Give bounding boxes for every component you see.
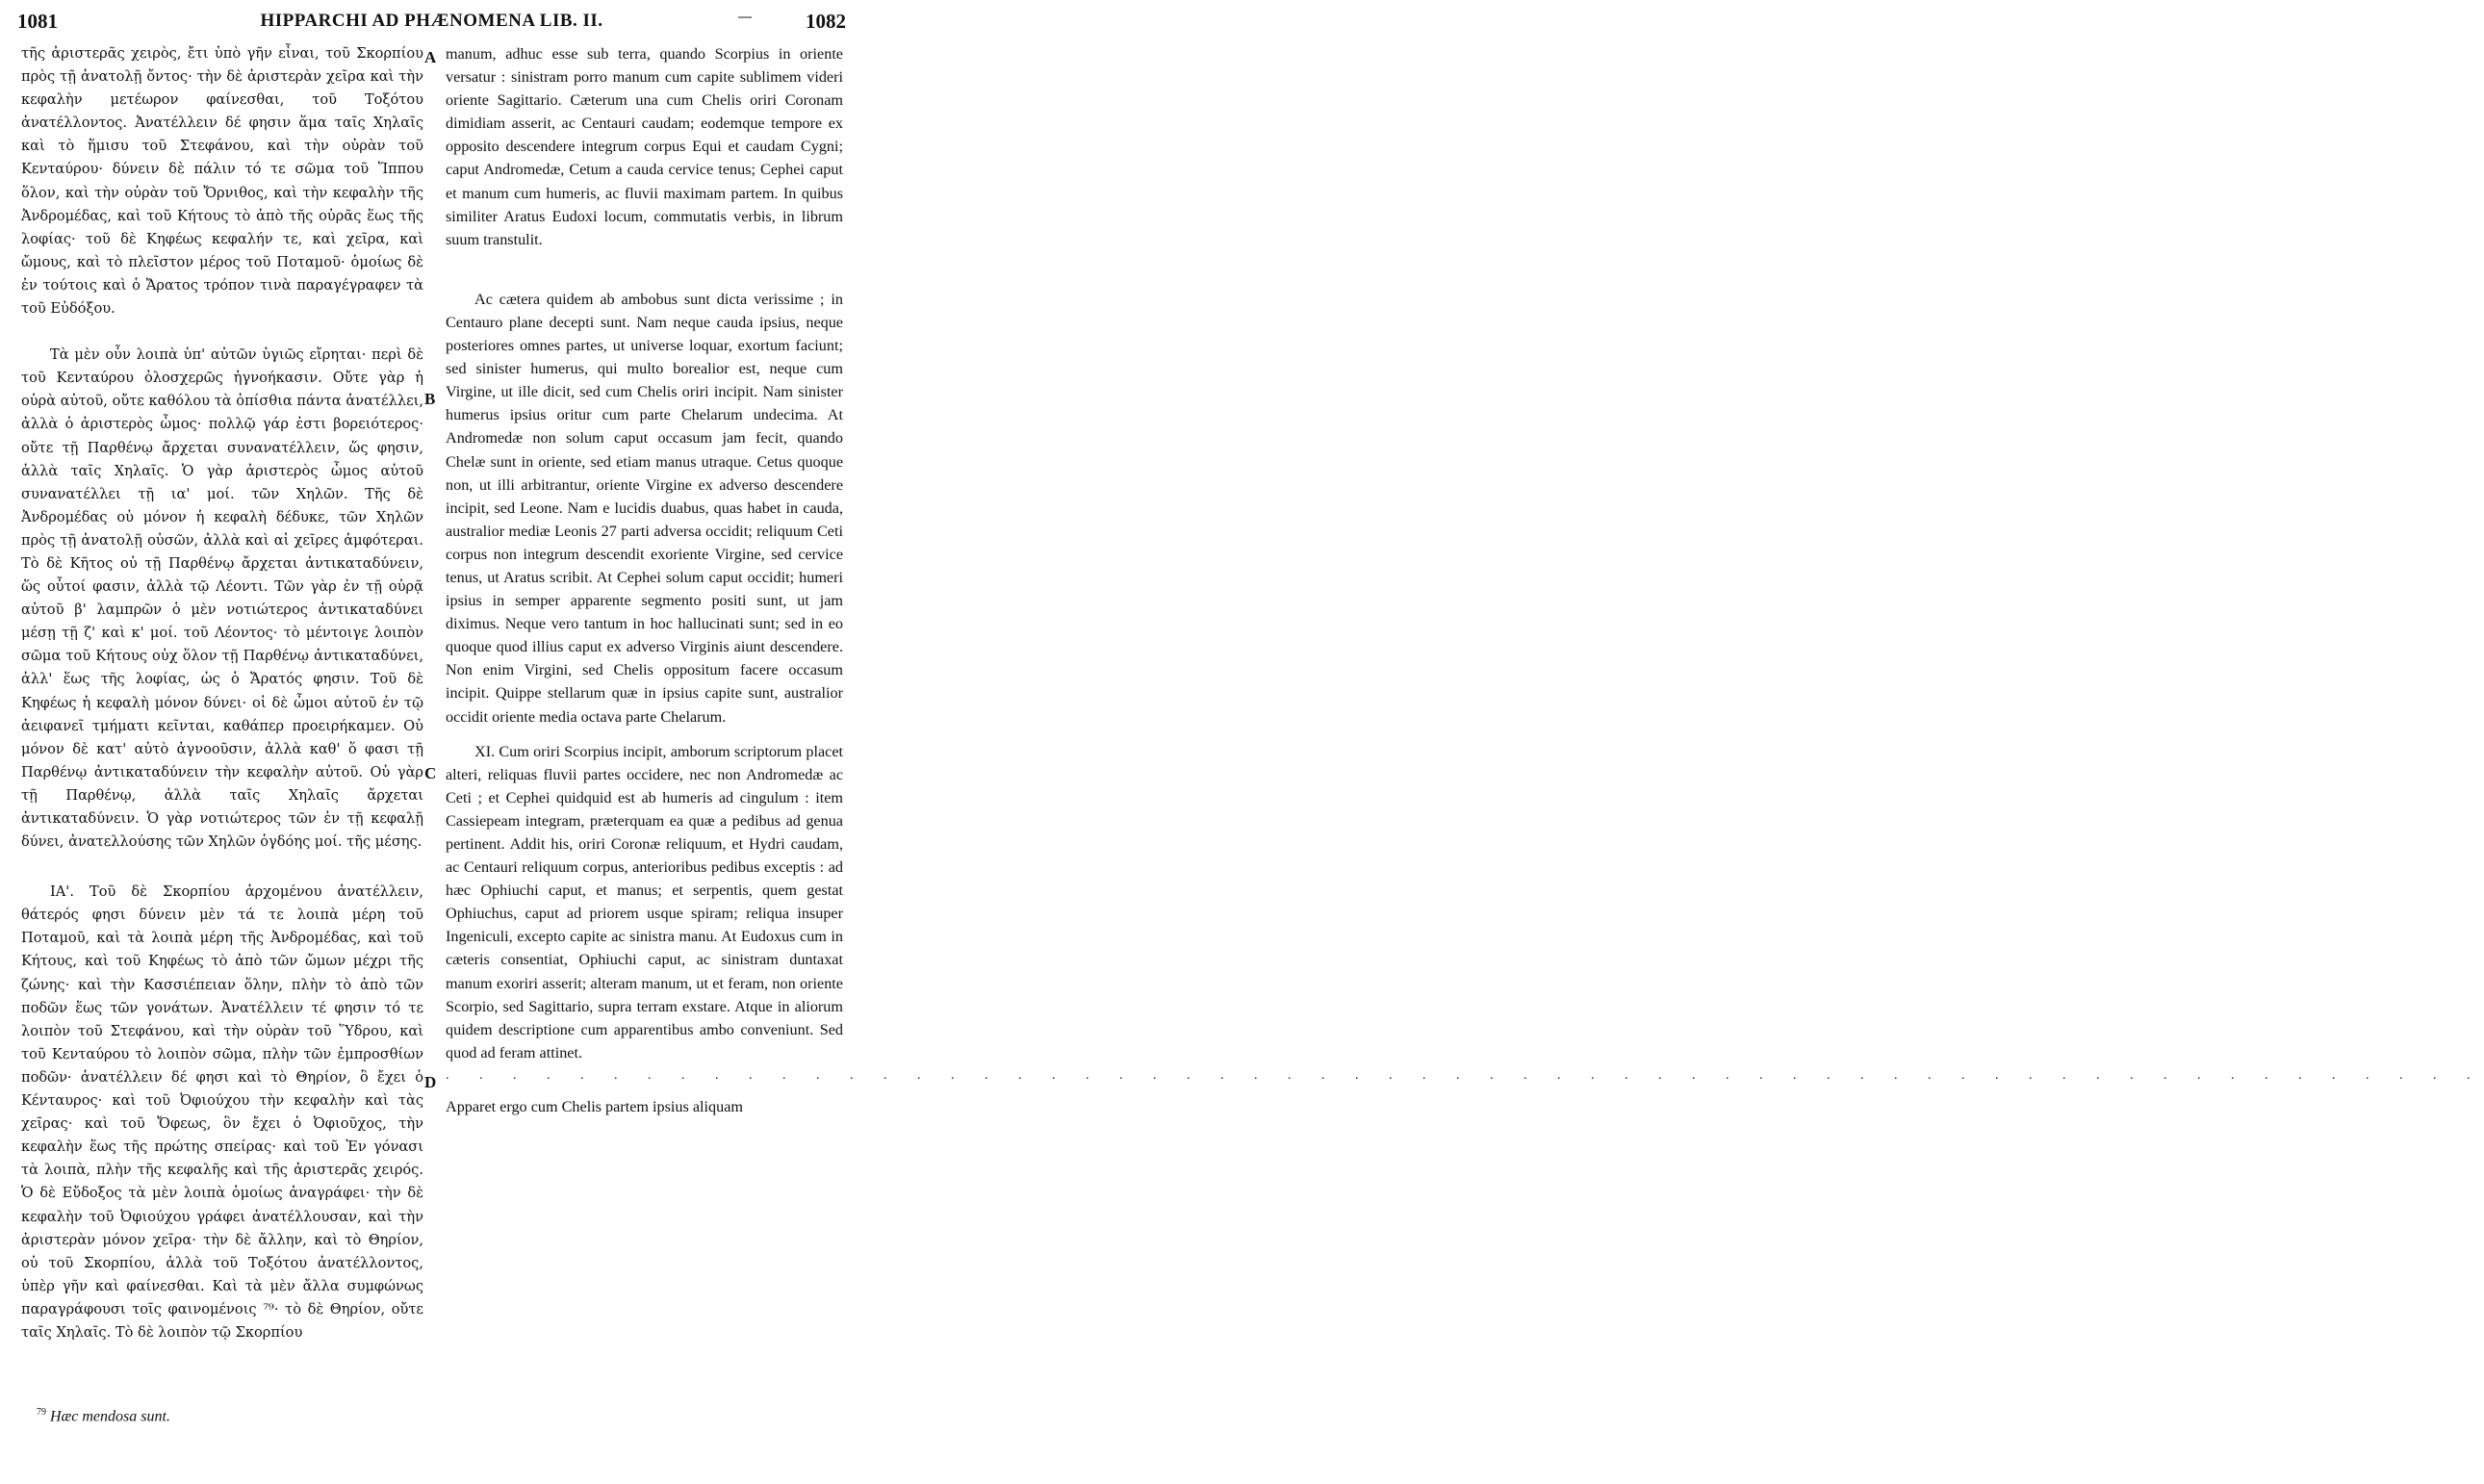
margin-letter-a: A bbox=[424, 48, 437, 66]
footnote bbox=[37, 1407, 170, 1425]
greek-paragraph-3: ΙΑ'. Τοῦ δὲ Σκορπίου ἀρχομένου ἀνατέλλειν, θάτερός φησι δύνειν μὲν τά τε λοιπὰ μέρη τοῦ Ποταμοῦ, καὶ τὰ λοιπὰ μέρη τῆς Ἀνδρομέδας, καὶ τοῦ Κήτους, καὶ τοῦ Κηφέως τὸ ἀπὸ τῶν ὤμων μέχρι τῆς ζώνης· καὶ τὴν Κασσιέπειαν ὅλην, πλὴν τὸ ἀπὸ τῶν ποδῶν ἕως τῶν γονάτων. Ἀνατέλλειν τέ φησιν τό τε λοιπὸν τοῦ Στεφάνου, καὶ τὴν οὐρὰν τοῦ Ὕδρου, καὶ τοῦ Κενταύρου τὸ λοιπὸν σῶμα, πλὴν τῶν ἐμπροσθίων ποδῶν· ἀνατέλλειν δέ φησι καὶ τὸ Θηρίον, ὃ ἔχει ὁ Κένταυρος· καὶ τοῦ Ὀφιούχου τὴν κεφαλὴν καὶ τὰς χεῖρας· καὶ τοῦ Ὄφεως, ὃν ἔχει ὁ Ὀφιοῦχος, τὴν κεφαλὴν ἕως τῆς πρώτης σπείρας· καὶ τοῦ Ἐν γόνασι τὰ λοιπὰ, πλὴν τῆς κεφαλῆς καὶ τῆς ἀριστερᾶς χειρός. Ὁ δὲ Εὔδοξος τὰ μὲν λοιπὰ ὁμοίως ἀναγράφει· τὴν δὲ κεφαλὴν τοῦ Ὀφιούχου γράφει ἀνατέλλουσαν, καὶ τὴν ἀριστερὰν μόνον χεῖρα· τὴν δὲ ἄλλην, καὶ τὸ Θηρίον, οὐ τοῦ Σκορπίου, ἀλλὰ τοῦ Τοξότου ἀνατέλλοντος, ὑπὲρ γῆν καὶ φαίνεσθαι. Καὶ τὰ μὲν ἄλλα συμφώνως παραγράφουσι τοῖς φαινομένοις ⁷⁹· τὸ δὲ Θηρίον, οὔτε ταῖς Χηλαῖς. Τὸ δὲ λοιπὸν τῷ Σκορπίου bbox=[21, 883, 423, 1341]
header-dash: — bbox=[738, 10, 752, 24]
latin-paragraph-4: Apparet ergo cum Chelis partem ipsius aliquam bbox=[446, 1097, 743, 1115]
latin-paragraph-2: Ac cætera quidem ab ambobus sunt dicta verissime ; in Centauro plane decepti sunt. Nam neque cauda ipsius, neque posteriores omnes partes, ut universe loquar, exortum faciunt; sed sinister humerus, qui multo borealior est, neque cum Virgine, ut ille dicit, sed cum Chelis oriri incipit. Nam sinister humerus ipsius oritur cum parte Chelarum undecima. At Andromedæ non solum caput occasum jam fecit, quando Chelæ sunt in oriente, sed etiam manus utraque. Cetus quoque non, ut illi arbitrantur, oriente Virgine ex adverso descendere incipit, sed Leone. Nam e lucidis duabus, quas habet in cauda, australior mediæ Leonis 27 parti adversa occidit; reliquum Ceti corpus non integrum descendit exoriente Virgine, sed cervice tenus, ut Aratus scribit. At Cephei solum caput occidit; humeri ipsius in semper apparente segmento positi sunt, ut jam diximus. Neque vero tantum in hoc hallucinati sunt; sed in eo quoque quod illius caput ex adverso Virginis aiunt descendere. Non enim Virgini, sed Chelis oppositum facere occasum incipit. Quippe stellarum quæ in ipsius capite sunt, australior occidit oriente media octava parte Chelarum. bbox=[446, 290, 843, 726]
page-number-left: 1081 bbox=[17, 10, 58, 33]
footnote-mark: 79 bbox=[37, 1407, 46, 1418]
latin-paragraph-1: manum, adhuc esse sub terra, quando Scorpius in oriente versatur : sinistram porro manum cum capite sublimem videri oriente Sagittario. Cæterum una cum Chelis oriri Coronam dimidiam asserit, ac Centauri caudam; eodemque tempore ex opposito descendere integrum corpus Equi et caudam Cygni; caput Andromedæ, Cetum a cauda cervice tenus; Cephei caput et manum cum humeris, ac fluvii maximam partem. In quibus similiter Aratus Eudoxi locum, commutatis verbis, in librum suum transtulit. bbox=[446, 45, 843, 248]
margin-letter-d: D bbox=[424, 1073, 437, 1091]
running-title: HIPPARCHI AD PHÆNOMENA LIB. II. bbox=[260, 11, 603, 31]
page-number-right: 1082 bbox=[806, 10, 846, 33]
greek-paragraph-2: Τὰ μὲν οὖν λοιπὰ ὑπ' αὐτῶν ὑγιῶς εἴρηται· περὶ δὲ τοῦ Κενταύρου ὁλοσχερῶς ἠγνοήκασιν. Οὔτε γὰρ ἡ οὐρὰ αὐτοῦ, οὔτε καθόλου τὰ ὀπίσθια πάντα ἀνατέλλει, ἀλλὰ ὁ ἀριστερὸς ὦμος· πολλῷ γάρ ἐστι βορειότερος· οὔτε τῇ Παρθένῳ ἄρχεται συνανατέλλειν, ὥς φησιν, ἀλλὰ ταῖς Χηλαῖς. Ὁ γὰρ ἀριστερὸς ὦμος αὐτοῦ συνανατέλλει τῇ ια' μοί. τῶν Χηλῶν. Τῆς δὲ Ἀνδρομέδας οὐ μόνον ἡ κεφαλὴ δέδυκε, τῶν Χηλῶν πρὸς τῇ ἀνατολῇ οὐσῶν, ἀλλὰ καὶ αἱ χεῖρες ἀμφότεραι. Τὸ δὲ Κῆτος οὐ τῇ Παρθένῳ ἄρχεται ἀντικαταδύνειν, ὥς οὗτοί φασιν, ἀλλὰ τῷ Λέοντι. Τῶν γὰρ ἐν τῇ οὐρᾷ αὐτοῦ β' λαμπρῶν ὁ μὲν νοτιώτερος ἀντικαταδύνει μέσῃ τῇ ζ' καὶ κ' μοί. τοῦ Λέοντος· τὸ μέντοιγε λοιπὸν σῶμα τοῦ Κήτους οὐχ ὅλον τῇ Παρθένῳ ἀντικαταδύνει, ἀλλ' ἕως τῆς λοφίας, ὡς ὁ Ἄρατός φησιν. Τοῦ δὲ Κηφέως ἡ κεφαλὴ μόνον δύνει· οἱ δὲ ὦμοι αὐτοῦ ἐν τῷ ἀειφανεῖ τμήματι κεῖνται, καθάπερ προειρήκαμεν. Οὐ μόνον δὲ κατ' αὐτὸ ἀγνοοῦσιν, ἀλλὰ καθ' ὅ φασι τῇ Παρθένῳ ἀντικαταδύνειν τὴν κεφαλὴν αὐτοῦ. Οὐ γὰρ τῇ Παρθένῳ, ἀλλὰ ταῖς Χηλαῖς ἄρχεται ἀντικαταδύνειν. Ὁ γὰρ νοτιώτερος τῶν ἐν τῇ κεφαλῇ δύνει, ἀνατελλούσης τῶν Χηλῶν ὀγδόης μοί. τῆς μέσης. bbox=[21, 346, 423, 851]
margin-letter-c: C bbox=[424, 764, 437, 782]
running-header bbox=[17, 10, 846, 35]
ellipsis-dots: . . . . . . . . . . . . . . . . . . . . . . . . . . . . . . . . . . . . . . . . . . . . . . . . . . . . . . . . . . . . . bbox=[446, 1067, 2484, 1083]
latin-paragraph-3: XI. Cum oriri Scorpius incipit, amborum scriptorum placet alteri, reliquas fluvii partes occidere, nec non Andromedæ ac Ceti ; et Cephei quidquid est ab humeris ad cingulum : item Cassiepeam integram, præterquam ea quæ a pedibus ad genua pertinent. Addit his, oriri Coronæ reliquum, et Hydri caudam, ac Centauri reliquum corpus, anterioribus pedibus exceptis : ad hæc Ophiuchi caput, et manus; et serpentis, quem gestat Ophiuchus, caput ad priorem usque spiram; reliqua insuper Ingeniculi, excepto capite ac sinistra manu. At Eudoxus cum in cæteris consentiat, Ophiuchi caput, ac sinistram duntaxat manum exoriri asserit; alteram manum, ut et feram, non oriente Scorpio, sed Sagittario, supra terram exstare. Atque in aliorum quidem descriptione cum apparentibus ambo conveniunt. Sed quod ad feram attinet. bbox=[446, 742, 843, 1062]
margin-letter-b: B bbox=[424, 390, 436, 408]
latin-column bbox=[446, 42, 2484, 1118]
footnote-text: Hæc mendosa sunt. bbox=[50, 1408, 170, 1425]
greek-paragraph-1: τῆς ἀριστερᾶς χειρὸς, ἔτι ὑπὸ γῆν εἶναι, τοῦ Σκορπίου πρὸς τῇ ἀνατολῇ ὄντος· τὴν δὲ ἀριστερὰν χεῖρα καὶ τὴν κεφαλὴν μετέωρον φαίνεσθαι, τοῦ Τοξότου ἀνατέλλοντος. Ἀνατέλλειν δέ φησιν ἅμα ταῖς Χηλαῖς καὶ τὸ ἥμισυ τοῦ Στεφάνου, καὶ τὴν οὐρὰν τοῦ Κενταύρου· δύνειν δὲ πάλιν τό τε σῶμα τοῦ Ἵππου ὅλον, καὶ τὴν οὐρὰν τοῦ Ὄρνιθος, καὶ τὴν κεφαλὴν τῆς Ἀνδρομέδας, καὶ τοῦ Κήτους τὸ ἀπὸ τῆς οὐρᾶς ἕως τῆς λοφίας· τοῦ δὲ Κηφέως κεφαλήν τε, καὶ χεῖρα, καὶ ὤμους, καὶ τὸ πλεῖστον μέρος τοῦ Ποταμοῦ· ὁμοίως δὲ ἐν τούτοις καὶ ὁ Ἄρατος τρόπον τινὰ παραγέγραφεν τὰ τοῦ Εὐδόξου. bbox=[21, 45, 423, 318]
greek-column bbox=[21, 42, 423, 1344]
